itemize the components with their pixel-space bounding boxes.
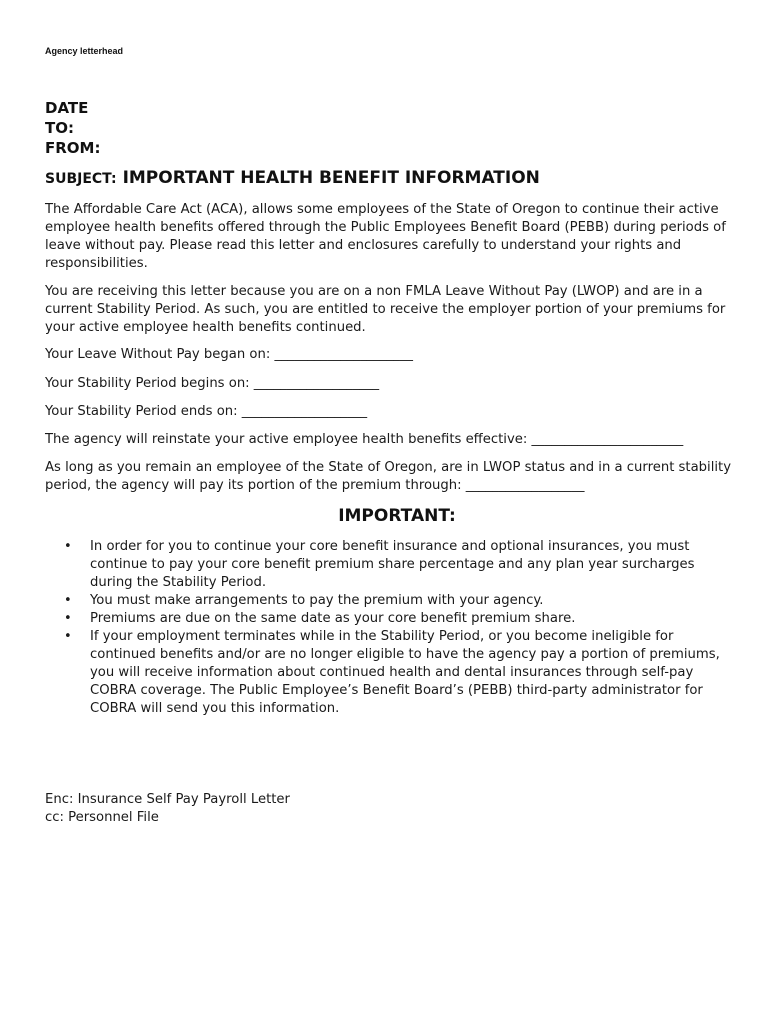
cc-line: cc: Personnel File	[45, 810, 159, 825]
reinstate-line: The agency will reinstate your active employee health benefits effective: _______________________	[45, 432, 684, 447]
subject-title: IMPORTANT HEALTH BENEFIT INFORMATION	[122, 168, 540, 188]
important-heading: IMPORTANT:	[338, 506, 456, 526]
agency-letterhead: Agency letterhead	[45, 46, 124, 56]
stability-begins-line: Your Stability Period begins on: ___________________	[45, 376, 380, 391]
stability-ends-line: Your Stability Period ends on: ___________________	[45, 404, 368, 419]
bullet-icon: •	[64, 629, 72, 644]
bullet-text: In order for you to continue your core benefit insurance and optional insurances, you must continue to pay your core benefit premium share percentage and any plan year surcharges during the Stability Period.	[90, 539, 695, 590]
bullet-icon: •	[64, 593, 72, 608]
bullet-icon: •	[64, 539, 72, 554]
lwop-began-line: Your Leave Without Pay began on: _____________________	[45, 347, 413, 362]
subject-label: SUBJECT:	[45, 171, 117, 187]
bullet-icon: •	[64, 611, 72, 626]
enclosure-block	[45, 791, 290, 827]
lwop-paragraph: You are receiving this letter because you are on a non FMLA Leave Without Pay (LWOP) and are in a current Stability Period. As such, you are entitled to receive the employer portion of your premiums for your active employee health benefits continued.	[45, 284, 726, 335]
to-label: TO:	[45, 119, 74, 137]
address-block	[45, 98, 100, 158]
aca-intro-paragraph: The Affordable Care Act (ACA), allows some employees of the State of Oregon to continue their active employee health benefits offered through the Public Employees Benefit Board (PEBB) during periods of leave without pay. Please read this letter and enclosures carefully to understand your rights and responsibilities.	[45, 202, 726, 271]
list-item	[45, 592, 735, 610]
bullet-text: Premiums are due on the same date as your core benefit premium share.	[90, 611, 576, 626]
list-item	[45, 610, 735, 628]
list-item	[45, 538, 735, 592]
important-bullet-list	[45, 538, 735, 718]
date-label: DATE	[45, 99, 89, 117]
from-label: FROM:	[45, 139, 101, 157]
list-item	[45, 628, 735, 718]
bullet-text: You must make arrangements to pay the premium with your agency.	[90, 593, 544, 608]
bullet-text: If your employment terminates while in the Stability Period, or you become ineligible for continued benefits and/or are no longer eligible to have the agency pay a portion of premiums, you will receive information about continued health and dental insurances through self-pay COBRA coverage. The Public Employee’s Benefit Board’s (PEBB) third-party administrator for COBRA will send you this information.	[90, 629, 720, 716]
premium-through-paragraph: As long as you remain an employee of the State of Oregon, are in LWOP status and in a current stability period, the agency will pay its portion of the premium through: __________________	[45, 460, 732, 493]
subject-line	[45, 168, 540, 188]
enclosure-line: Enc: Insurance Self Pay Payroll Letter	[45, 792, 290, 807]
